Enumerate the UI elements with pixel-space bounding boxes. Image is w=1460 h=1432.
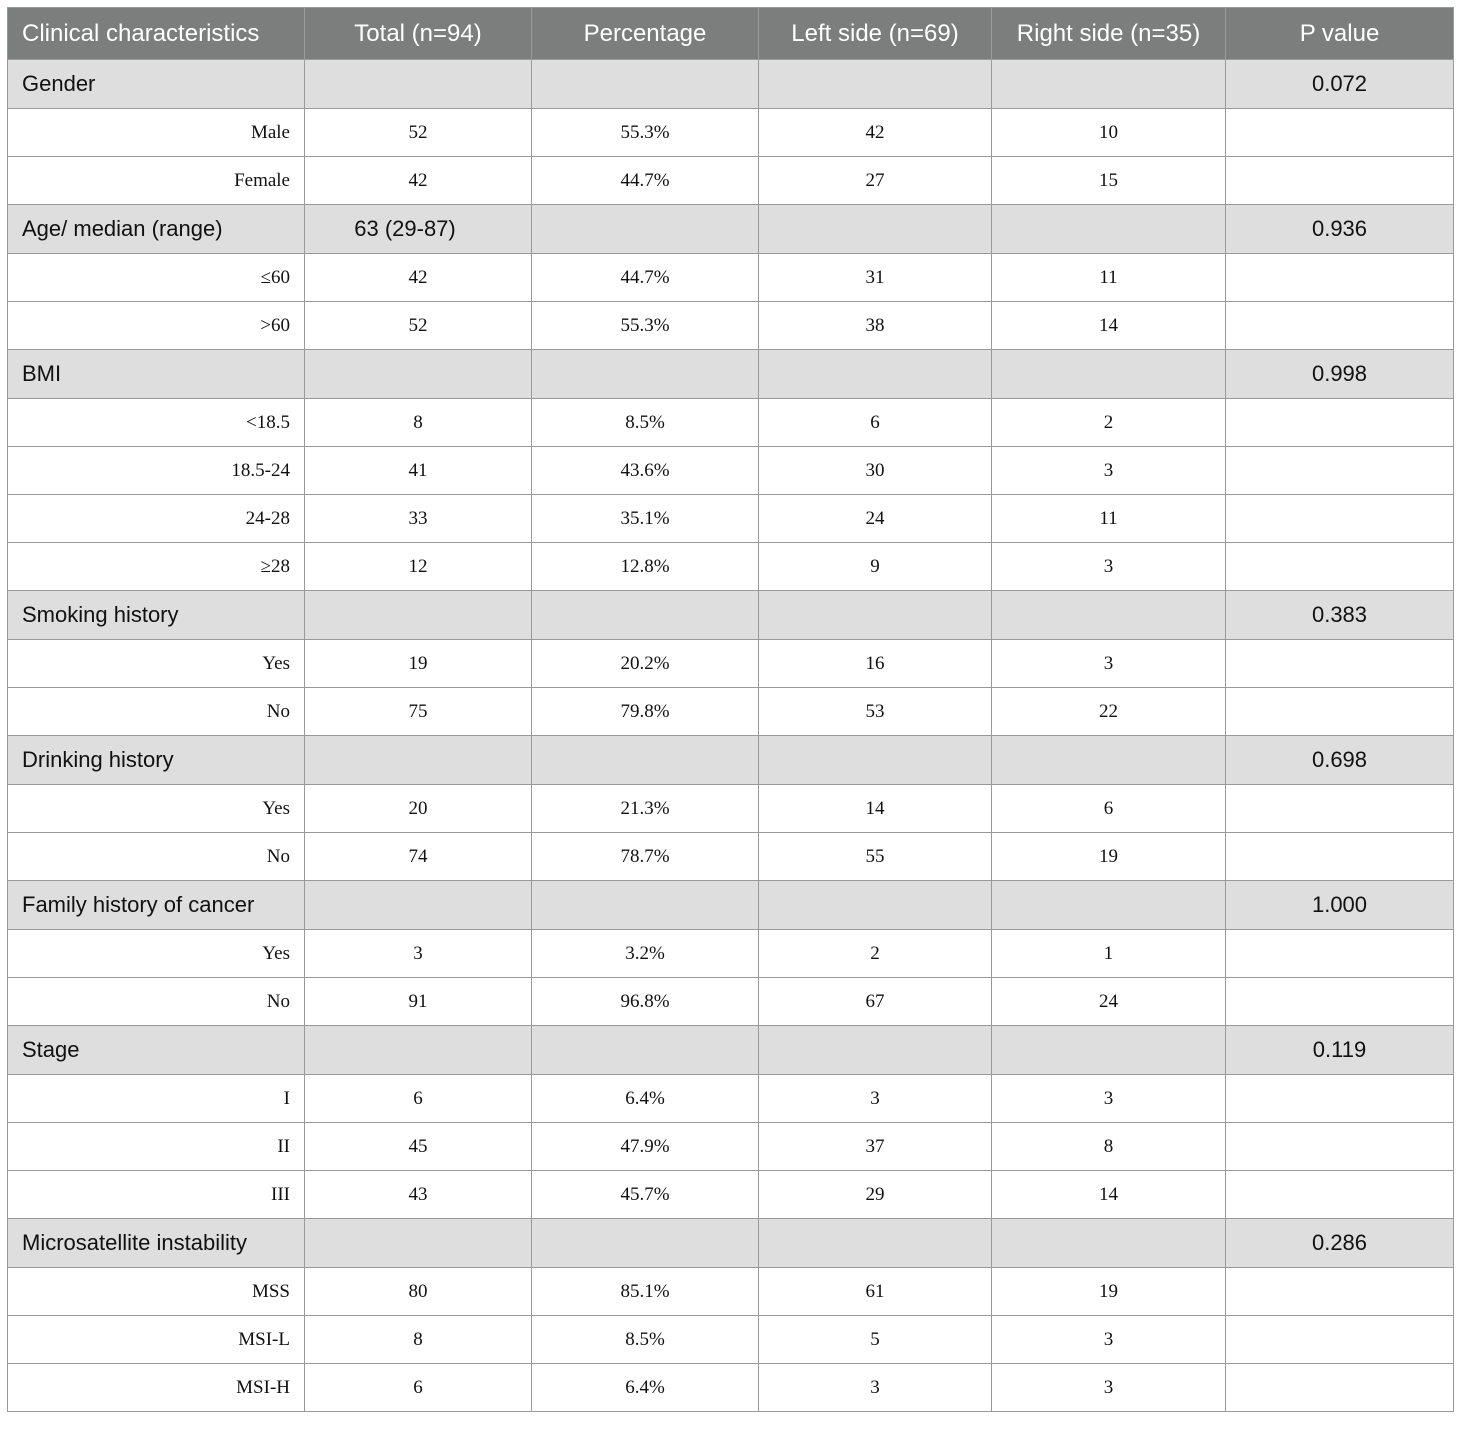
header-row [8, 8, 1454, 60]
row-left-side: 55 [759, 833, 992, 881]
group-p-value: 0.286 [1226, 1219, 1454, 1268]
group-p-value: 0.936 [1226, 205, 1454, 254]
row-label: Yes [8, 930, 305, 978]
row-percentage: 47.9% [532, 1123, 759, 1171]
group-total [305, 1219, 532, 1268]
row-total: 19 [305, 640, 532, 688]
row-total: 3 [305, 930, 532, 978]
row-p-value [1226, 930, 1454, 978]
row-total: 91 [305, 978, 532, 1026]
table-row [8, 447, 1454, 495]
row-left-side: 31 [759, 254, 992, 302]
group-label: Smoking history [8, 591, 305, 640]
row-p-value [1226, 1364, 1454, 1412]
row-percentage: 45.7% [532, 1171, 759, 1219]
table-row [8, 833, 1454, 881]
row-left-side: 61 [759, 1268, 992, 1316]
row-p-value [1226, 1268, 1454, 1316]
group-percentage [532, 1219, 759, 1268]
table-row [8, 1171, 1454, 1219]
table-body [8, 60, 1454, 1412]
row-p-value [1226, 543, 1454, 591]
group-row [8, 736, 1454, 785]
row-label: MSS [8, 1268, 305, 1316]
group-right-side [992, 205, 1226, 254]
row-total: 52 [305, 109, 532, 157]
clinical-characteristics-table [7, 7, 1454, 1412]
group-total [305, 60, 532, 109]
table-row [8, 930, 1454, 978]
group-left-side [759, 205, 992, 254]
table-row [8, 1316, 1454, 1364]
row-percentage: 96.8% [532, 978, 759, 1026]
row-total: 42 [305, 157, 532, 205]
row-left-side: 30 [759, 447, 992, 495]
row-p-value [1226, 157, 1454, 205]
table-row [8, 1364, 1454, 1412]
group-label: Age/ median (range) [8, 205, 305, 254]
row-left-side: 16 [759, 640, 992, 688]
row-percentage: 55.3% [532, 302, 759, 350]
row-left-side: 38 [759, 302, 992, 350]
row-label: 24-28 [8, 495, 305, 543]
row-right-side: 15 [992, 157, 1226, 205]
row-percentage: 20.2% [532, 640, 759, 688]
row-right-side: 11 [992, 254, 1226, 302]
row-label: 18.5-24 [8, 447, 305, 495]
group-percentage [532, 736, 759, 785]
row-total: 8 [305, 1316, 532, 1364]
group-right-side [992, 591, 1226, 640]
group-row [8, 881, 1454, 930]
row-total: 74 [305, 833, 532, 881]
row-right-side: 14 [992, 302, 1226, 350]
group-right-side [992, 881, 1226, 930]
row-left-side: 2 [759, 930, 992, 978]
group-total [305, 350, 532, 399]
group-left-side [759, 1026, 992, 1075]
row-left-side: 5 [759, 1316, 992, 1364]
row-percentage: 78.7% [532, 833, 759, 881]
row-percentage: 43.6% [532, 447, 759, 495]
header-right-side: Right side (n=35) [992, 8, 1226, 60]
group-p-value: 1.000 [1226, 881, 1454, 930]
row-left-side: 3 [759, 1364, 992, 1412]
header-clinical-characteristics: Clinical characteristics [8, 8, 305, 60]
row-label: Yes [8, 640, 305, 688]
row-label: III [8, 1171, 305, 1219]
row-p-value [1226, 447, 1454, 495]
group-right-side [992, 1026, 1226, 1075]
group-percentage [532, 591, 759, 640]
header-percentage: Percentage [532, 8, 759, 60]
row-p-value [1226, 785, 1454, 833]
row-right-side: 3 [992, 447, 1226, 495]
table-row [8, 399, 1454, 447]
row-label: II [8, 1123, 305, 1171]
row-right-side: 3 [992, 1364, 1226, 1412]
group-right-side [992, 736, 1226, 785]
row-p-value [1226, 833, 1454, 881]
row-total: 6 [305, 1364, 532, 1412]
header-p-value: P value [1226, 8, 1454, 60]
row-total: 45 [305, 1123, 532, 1171]
row-percentage: 8.5% [532, 399, 759, 447]
group-row [8, 60, 1454, 109]
row-left-side: 67 [759, 978, 992, 1026]
row-total: 20 [305, 785, 532, 833]
row-p-value [1226, 399, 1454, 447]
row-p-value [1226, 1316, 1454, 1364]
table-row [8, 254, 1454, 302]
row-right-side: 24 [992, 978, 1226, 1026]
group-label: Drinking history [8, 736, 305, 785]
row-left-side: 24 [759, 495, 992, 543]
group-label: Family history of cancer [8, 881, 305, 930]
row-right-side: 22 [992, 688, 1226, 736]
row-total: 33 [305, 495, 532, 543]
group-p-value: 0.383 [1226, 591, 1454, 640]
row-right-side: 10 [992, 109, 1226, 157]
row-right-side: 2 [992, 399, 1226, 447]
header-left-side: Left side (n=69) [759, 8, 992, 60]
group-left-side [759, 881, 992, 930]
group-left-side [759, 736, 992, 785]
row-percentage: 12.8% [532, 543, 759, 591]
row-left-side: 29 [759, 1171, 992, 1219]
group-total: 63 (29-87) [305, 205, 532, 254]
row-percentage: 6.4% [532, 1075, 759, 1123]
row-percentage: 6.4% [532, 1364, 759, 1412]
table-row [8, 302, 1454, 350]
row-right-side: 3 [992, 1075, 1226, 1123]
group-row [8, 591, 1454, 640]
row-right-side: 19 [992, 1268, 1226, 1316]
row-right-side: 3 [992, 1316, 1226, 1364]
group-label: BMI [8, 350, 305, 399]
row-total: 41 [305, 447, 532, 495]
row-percentage: 8.5% [532, 1316, 759, 1364]
row-p-value [1226, 640, 1454, 688]
row-p-value [1226, 495, 1454, 543]
row-right-side: 8 [992, 1123, 1226, 1171]
row-percentage: 44.7% [532, 254, 759, 302]
row-label: No [8, 688, 305, 736]
table-row [8, 640, 1454, 688]
group-percentage [532, 60, 759, 109]
row-total: 52 [305, 302, 532, 350]
group-label: Gender [8, 60, 305, 109]
row-right-side: 6 [992, 785, 1226, 833]
row-right-side: 3 [992, 543, 1226, 591]
row-right-side: 1 [992, 930, 1226, 978]
table-row [8, 1075, 1454, 1123]
row-percentage: 35.1% [532, 495, 759, 543]
row-label: ≤60 [8, 254, 305, 302]
row-label: I [8, 1075, 305, 1123]
group-total [305, 881, 532, 930]
row-p-value [1226, 302, 1454, 350]
row-left-side: 37 [759, 1123, 992, 1171]
row-right-side: 14 [992, 1171, 1226, 1219]
table-row [8, 1123, 1454, 1171]
row-left-side: 3 [759, 1075, 992, 1123]
group-percentage [532, 1026, 759, 1075]
row-right-side: 3 [992, 640, 1226, 688]
group-row [8, 350, 1454, 399]
group-p-value: 0.119 [1226, 1026, 1454, 1075]
group-row [8, 205, 1454, 254]
group-left-side [759, 350, 992, 399]
group-total [305, 736, 532, 785]
row-percentage: 3.2% [532, 930, 759, 978]
row-label: MSI-L [8, 1316, 305, 1364]
row-label: No [8, 833, 305, 881]
row-total: 43 [305, 1171, 532, 1219]
table-row [8, 978, 1454, 1026]
table-row [8, 543, 1454, 591]
row-label: MSI-H [8, 1364, 305, 1412]
row-label: Male [8, 109, 305, 157]
row-right-side: 19 [992, 833, 1226, 881]
group-total [305, 591, 532, 640]
group-row [8, 1026, 1454, 1075]
table-row [8, 785, 1454, 833]
row-left-side: 27 [759, 157, 992, 205]
row-total: 6 [305, 1075, 532, 1123]
table-row [8, 109, 1454, 157]
row-p-value [1226, 1075, 1454, 1123]
row-p-value [1226, 978, 1454, 1026]
row-percentage: 79.8% [532, 688, 759, 736]
row-p-value [1226, 1171, 1454, 1219]
row-total: 75 [305, 688, 532, 736]
row-p-value [1226, 1123, 1454, 1171]
row-label: ≥28 [8, 543, 305, 591]
row-left-side: 9 [759, 543, 992, 591]
group-left-side [759, 60, 992, 109]
group-right-side [992, 350, 1226, 399]
row-label: >60 [8, 302, 305, 350]
row-total: 42 [305, 254, 532, 302]
table-row [8, 1268, 1454, 1316]
group-left-side [759, 591, 992, 640]
table-row [8, 157, 1454, 205]
row-p-value [1226, 688, 1454, 736]
row-right-side: 11 [992, 495, 1226, 543]
row-total: 80 [305, 1268, 532, 1316]
row-left-side: 6 [759, 399, 992, 447]
row-label: Female [8, 157, 305, 205]
row-p-value [1226, 254, 1454, 302]
row-left-side: 42 [759, 109, 992, 157]
group-total [305, 1026, 532, 1075]
row-left-side: 53 [759, 688, 992, 736]
group-percentage [532, 350, 759, 399]
group-percentage [532, 881, 759, 930]
group-percentage [532, 205, 759, 254]
row-label: No [8, 978, 305, 1026]
group-p-value: 0.072 [1226, 60, 1454, 109]
group-left-side [759, 1219, 992, 1268]
group-right-side [992, 60, 1226, 109]
row-total: 8 [305, 399, 532, 447]
group-right-side [992, 1219, 1226, 1268]
row-label: <18.5 [8, 399, 305, 447]
group-p-value: 0.998 [1226, 350, 1454, 399]
row-percentage: 55.3% [532, 109, 759, 157]
table-row [8, 495, 1454, 543]
row-left-side: 14 [759, 785, 992, 833]
row-total: 12 [305, 543, 532, 591]
table-row [8, 688, 1454, 736]
group-label: Stage [8, 1026, 305, 1075]
group-label: Microsatellite instability [8, 1219, 305, 1268]
table-header [8, 8, 1454, 60]
group-row [8, 1219, 1454, 1268]
group-p-value: 0.698 [1226, 736, 1454, 785]
row-percentage: 44.7% [532, 157, 759, 205]
row-p-value [1226, 109, 1454, 157]
row-percentage: 21.3% [532, 785, 759, 833]
row-label: Yes [8, 785, 305, 833]
header-total: Total (n=94) [305, 8, 532, 60]
row-percentage: 85.1% [532, 1268, 759, 1316]
